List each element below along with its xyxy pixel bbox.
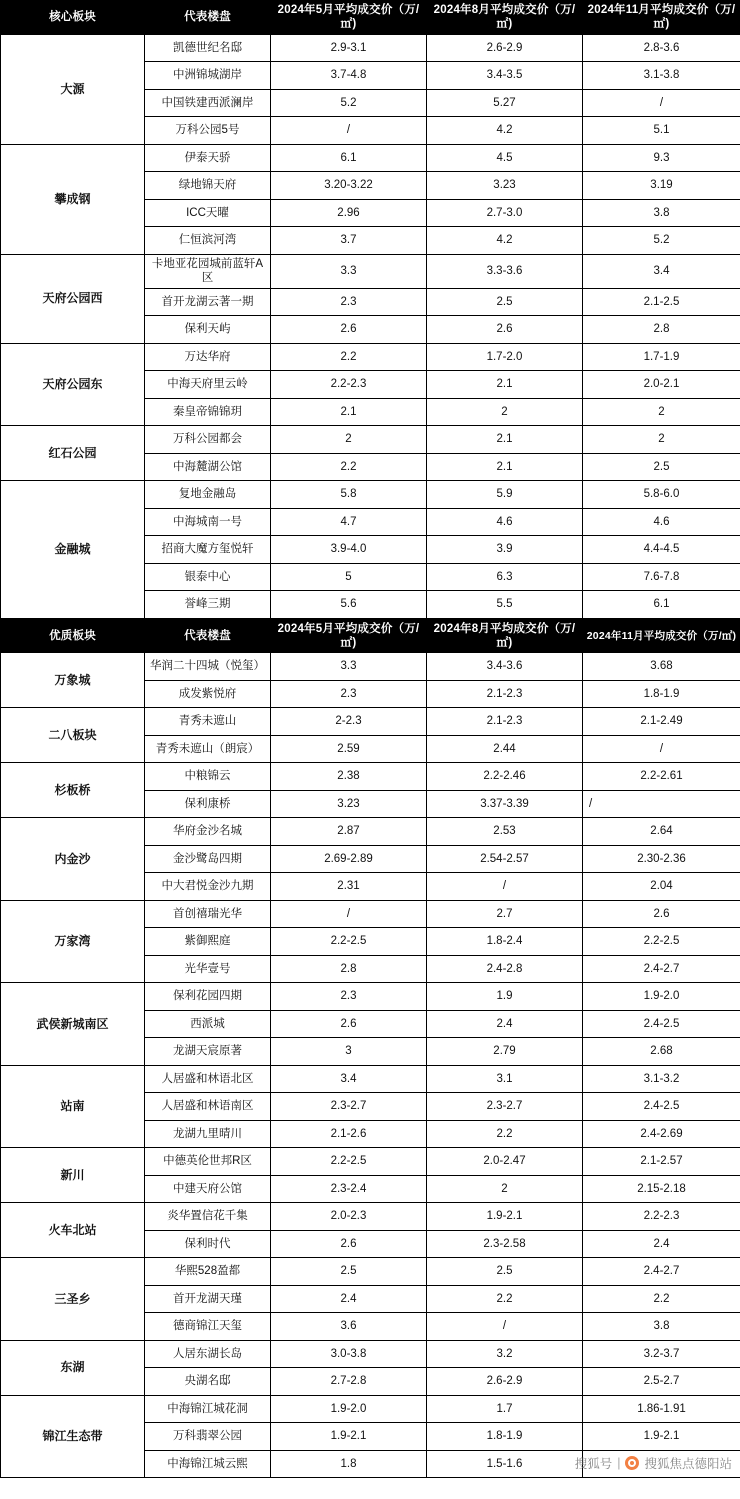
sector-cell: 三圣乡	[1, 1258, 145, 1341]
header-aug-price: 2024年8月平均成交价（万/㎡)	[427, 1, 583, 35]
aug-price-cell: 6.3	[427, 563, 583, 591]
nov-price-cell: 2.2-2.5	[583, 928, 740, 956]
table-row	[1, 1148, 740, 1176]
table-row	[1, 481, 740, 509]
project-cell: 中粮锦云	[145, 763, 271, 791]
project-cell: 中国铁建西派澜岸	[145, 89, 271, 117]
sohu-logo-icon	[625, 1456, 639, 1470]
project-cell: 中海锦江城花洞	[145, 1395, 271, 1423]
project-cell: 金沙鹭岛四期	[145, 845, 271, 873]
table-row	[1, 763, 740, 791]
project-cell: 招商大魔方玺悦轩	[145, 536, 271, 564]
table-row	[1, 254, 740, 288]
nov-price-cell: 2.2	[583, 1285, 740, 1313]
may-price-cell: 3.7-4.8	[271, 62, 427, 90]
may-price-cell: 2.7-2.8	[271, 1368, 427, 1396]
watermark	[575, 1454, 732, 1472]
may-price-cell: 5.2	[271, 89, 427, 117]
table-row	[1, 1395, 740, 1423]
nov-price-cell: 3.68	[583, 653, 740, 681]
nov-price-cell: 5.8-6.0	[583, 481, 740, 509]
table-row	[1, 144, 740, 172]
may-price-cell: 2.4	[271, 1285, 427, 1313]
quality-sectors-table	[0, 619, 740, 1479]
aug-price-cell: 5.27	[427, 89, 583, 117]
project-cell: 中海城南一号	[145, 508, 271, 536]
header-may-price: 2024年5月平均成交价（万/㎡)	[271, 1, 427, 35]
project-cell: 中建天府公馆	[145, 1175, 271, 1203]
project-cell: 仁恒滨河湾	[145, 227, 271, 255]
project-cell: 保利时代	[145, 1230, 271, 1258]
aug-price-cell: 2.44	[427, 735, 583, 763]
nov-price-cell: 2.4-2.5	[583, 1093, 740, 1121]
nov-price-cell: 2.4	[583, 1230, 740, 1258]
may-price-cell: 2.1	[271, 398, 427, 426]
may-price-cell: 5	[271, 563, 427, 591]
may-price-cell: 2.59	[271, 735, 427, 763]
project-cell: 绿地锦天府	[145, 172, 271, 200]
aug-price-cell: 2.1	[427, 453, 583, 481]
may-price-cell: 4.7	[271, 508, 427, 536]
may-price-cell: 2.9-3.1	[271, 34, 427, 62]
nov-price-cell: 7.6-7.8	[583, 563, 740, 591]
sector-cell: 站南	[1, 1065, 145, 1148]
nov-price-cell: 9.3	[583, 144, 740, 172]
sector-cell: 二八板块	[1, 708, 145, 763]
sector-cell: 武侯新城南区	[1, 983, 145, 1066]
nov-price-cell: 2.6	[583, 900, 740, 928]
nov-price-cell: 2.4-2.7	[583, 1258, 740, 1286]
aug-price-cell: 1.8-1.9	[427, 1423, 583, 1451]
nov-price-cell: 3.4	[583, 254, 740, 288]
aug-price-cell: 1.8-2.4	[427, 928, 583, 956]
aug-price-cell: 1.9	[427, 983, 583, 1011]
may-price-cell: 6.1	[271, 144, 427, 172]
project-cell: 中大君悦金沙九期	[145, 873, 271, 901]
may-price-cell: 2.3	[271, 680, 427, 708]
sector-cell: 大源	[1, 34, 145, 144]
nov-price-cell: 2.5	[583, 453, 740, 481]
may-price-cell: 2.2	[271, 453, 427, 481]
nov-price-cell: 6.1	[583, 591, 740, 619]
table-row	[1, 34, 740, 62]
aug-price-cell: /	[427, 1313, 583, 1341]
nov-price-cell: 1.86-1.91	[583, 1395, 740, 1423]
nov-price-cell: 2.04	[583, 873, 740, 901]
may-price-cell: 1.9-2.1	[271, 1423, 427, 1451]
may-price-cell: 2.3-2.4	[271, 1175, 427, 1203]
aug-price-cell: 1.7-2.0	[427, 343, 583, 371]
may-price-cell: 2.2-2.5	[271, 928, 427, 956]
watermark-separator: |	[617, 1456, 621, 1471]
nov-price-cell: 1.8-1.9	[583, 680, 740, 708]
may-price-cell: /	[271, 117, 427, 145]
may-price-cell: 3	[271, 1038, 427, 1066]
sector-cell: 天府公园东	[1, 343, 145, 426]
may-price-cell: 3.23	[271, 790, 427, 818]
may-price-cell: 3.3	[271, 653, 427, 681]
project-cell: 央湖名邸	[145, 1368, 271, 1396]
sector-cell: 火车北站	[1, 1203, 145, 1258]
project-cell: 中海麓湖公馆	[145, 453, 271, 481]
sector-cell: 天府公园西	[1, 254, 145, 343]
nov-price-cell: 2.0-2.1	[583, 371, 740, 399]
project-cell: 誉峰三期	[145, 591, 271, 619]
may-price-cell: 3.4	[271, 1065, 427, 1093]
project-cell: 中洲锦城湖岸	[145, 62, 271, 90]
project-cell: 青秀未遮山（朗宸）	[145, 735, 271, 763]
project-cell: 保利花园四期	[145, 983, 271, 1011]
may-price-cell: 2.8	[271, 955, 427, 983]
may-price-cell: 2.0-2.3	[271, 1203, 427, 1231]
may-price-cell: 3.0-3.8	[271, 1340, 427, 1368]
may-price-cell: 1.8	[271, 1450, 427, 1478]
project-cell: 凯德世纪名邸	[145, 34, 271, 62]
aug-price-cell: /	[427, 873, 583, 901]
sector-cell: 金融城	[1, 481, 145, 619]
project-cell: 首开龙湖天瑾	[145, 1285, 271, 1313]
aug-price-cell: 1.9-2.1	[427, 1203, 583, 1231]
aug-price-cell: 2.6	[427, 316, 583, 344]
nov-price-cell: 2.1-2.5	[583, 288, 740, 316]
aug-price-cell: 3.23	[427, 172, 583, 200]
sector-cell: 红石公园	[1, 426, 145, 481]
nov-price-cell: 2.1-2.57	[583, 1148, 740, 1176]
nov-price-cell: /	[583, 790, 740, 818]
project-cell: 卡地亚花园城前蓝轩A区	[145, 254, 271, 288]
project-cell: 华润二十四城（悦玺）	[145, 653, 271, 681]
nov-price-cell: 1.7-1.9	[583, 343, 740, 371]
nov-price-cell: 2.4-2.7	[583, 955, 740, 983]
may-price-cell: 2.87	[271, 818, 427, 846]
may-price-cell: 5.6	[271, 591, 427, 619]
sector-cell: 锦江生态带	[1, 1395, 145, 1478]
nov-price-cell: 5.2	[583, 227, 740, 255]
may-price-cell: 2.6	[271, 1230, 427, 1258]
aug-price-cell: 1.7	[427, 1395, 583, 1423]
table-row	[1, 343, 740, 371]
aug-price-cell: 3.4-3.5	[427, 62, 583, 90]
project-cell: 中德英伦世邦R区	[145, 1148, 271, 1176]
project-cell: 成发紫悦府	[145, 680, 271, 708]
core-sectors-header-row	[1, 1, 740, 35]
aug-price-cell: 2.7	[427, 900, 583, 928]
nov-price-cell: 5.1	[583, 117, 740, 145]
project-cell: 中海锦江城云熙	[145, 1450, 271, 1478]
nov-price-cell: 2.30-2.36	[583, 845, 740, 873]
sector-cell: 新川	[1, 1148, 145, 1203]
nov-price-cell: 2.64	[583, 818, 740, 846]
aug-price-cell: 3.3-3.6	[427, 254, 583, 288]
may-price-cell: 3.3	[271, 254, 427, 288]
aug-price-cell: 3.37-3.39	[427, 790, 583, 818]
table-row	[1, 818, 740, 846]
table-row	[1, 653, 740, 681]
aug-price-cell: 2.6-2.9	[427, 34, 583, 62]
project-cell: 人居东湖长岛	[145, 1340, 271, 1368]
aug-price-cell: 5.5	[427, 591, 583, 619]
nov-price-cell: 3.1-3.2	[583, 1065, 740, 1093]
may-price-cell: 2.31	[271, 873, 427, 901]
project-cell: 光华壹号	[145, 955, 271, 983]
aug-price-cell: 4.2	[427, 117, 583, 145]
nov-price-cell: 1.9-2.0	[583, 983, 740, 1011]
may-price-cell: 2.2	[271, 343, 427, 371]
may-price-cell: 2.3	[271, 983, 427, 1011]
header-may-price: 2024年5月平均成交价（万/㎡)	[271, 619, 427, 653]
nov-price-cell: 2.4-2.5	[583, 1010, 740, 1038]
header-sector: 优质板块	[1, 619, 145, 653]
sector-cell: 万象城	[1, 653, 145, 708]
nov-price-cell: 2.8-3.6	[583, 34, 740, 62]
nov-price-cell: 2.5-2.7	[583, 1368, 740, 1396]
aug-price-cell: 2.2	[427, 1285, 583, 1313]
table-row	[1, 426, 740, 454]
sector-cell: 杉板桥	[1, 763, 145, 818]
project-cell: 人居盛和林语南区	[145, 1093, 271, 1121]
nov-price-cell: 2	[583, 398, 740, 426]
quality-sectors-header-row	[1, 619, 740, 653]
aug-price-cell: 2.3-2.58	[427, 1230, 583, 1258]
project-cell: 德商锦江天玺	[145, 1313, 271, 1341]
project-cell: 龙湖天宸原著	[145, 1038, 271, 1066]
may-price-cell: 2.3-2.7	[271, 1093, 427, 1121]
sector-cell: 内金沙	[1, 818, 145, 901]
may-price-cell: 3.9-4.0	[271, 536, 427, 564]
nov-price-cell: 3.2-3.7	[583, 1340, 740, 1368]
project-cell: 炎华置信花千集	[145, 1203, 271, 1231]
project-cell: 伊泰天骄	[145, 144, 271, 172]
aug-price-cell: 5.9	[427, 481, 583, 509]
project-cell: ICC天曜	[145, 199, 271, 227]
aug-price-cell: 2	[427, 1175, 583, 1203]
aug-price-cell: 2.4-2.8	[427, 955, 583, 983]
project-cell: 万科翡翠公园	[145, 1423, 271, 1451]
nov-price-cell: 4.4-4.5	[583, 536, 740, 564]
nov-price-cell: 2.4-2.69	[583, 1120, 740, 1148]
project-cell: 华府金沙名城	[145, 818, 271, 846]
project-cell: 首开龙湖云著一期	[145, 288, 271, 316]
project-cell: 青秀未遮山	[145, 708, 271, 736]
nov-price-cell: 2.2-2.61	[583, 763, 740, 791]
may-price-cell: /	[271, 900, 427, 928]
aug-price-cell: 2.0-2.47	[427, 1148, 583, 1176]
project-cell: 万科公园都会	[145, 426, 271, 454]
nov-price-cell: 2.2-2.3	[583, 1203, 740, 1231]
aug-price-cell: 2.5	[427, 1258, 583, 1286]
nov-price-cell: 3.19	[583, 172, 740, 200]
nov-price-cell: /	[583, 89, 740, 117]
aug-price-cell: 2.4	[427, 1010, 583, 1038]
may-price-cell: 2.6	[271, 1010, 427, 1038]
aug-price-cell: 4.5	[427, 144, 583, 172]
may-price-cell: 5.8	[271, 481, 427, 509]
may-price-cell: 2	[271, 426, 427, 454]
sector-cell: 攀成钢	[1, 144, 145, 254]
project-cell: 龙湖九里晴川	[145, 1120, 271, 1148]
may-price-cell: 2.6	[271, 316, 427, 344]
may-price-cell: 3.6	[271, 1313, 427, 1341]
aug-price-cell: 2.7-3.0	[427, 199, 583, 227]
project-cell: 银泰中心	[145, 563, 271, 591]
may-price-cell: 2.2-2.3	[271, 371, 427, 399]
aug-price-cell: 3.2	[427, 1340, 583, 1368]
project-cell: 保利康桥	[145, 790, 271, 818]
may-price-cell: 3.20-3.22	[271, 172, 427, 200]
aug-price-cell: 2.6-2.9	[427, 1368, 583, 1396]
header-nov-price: 2024年11月平均成交价（万/㎡)	[583, 619, 740, 653]
aug-price-cell: 2.79	[427, 1038, 583, 1066]
header-sector: 核心板块	[1, 1, 145, 35]
aug-price-cell: 2.54-2.57	[427, 845, 583, 873]
aug-price-cell: 2.5	[427, 288, 583, 316]
may-price-cell: 2.38	[271, 763, 427, 791]
may-price-cell: 2.69-2.89	[271, 845, 427, 873]
project-cell: 中海天府里云岭	[145, 371, 271, 399]
header-project: 代表楼盘	[145, 1, 271, 35]
aug-price-cell: 2.53	[427, 818, 583, 846]
may-price-cell: 2-2.3	[271, 708, 427, 736]
table-row	[1, 1065, 740, 1093]
aug-price-cell: 3.9	[427, 536, 583, 564]
aug-price-cell: 2	[427, 398, 583, 426]
project-cell: 紫御熙庭	[145, 928, 271, 956]
aug-price-cell: 3.4-3.6	[427, 653, 583, 681]
table-row	[1, 708, 740, 736]
nov-price-cell: 2.8	[583, 316, 740, 344]
table-row	[1, 900, 740, 928]
aug-price-cell: 2.3-2.7	[427, 1093, 583, 1121]
project-cell: 华熙528盈都	[145, 1258, 271, 1286]
watermark-account: 搜狐焦点德阳站	[644, 1457, 732, 1472]
table-row	[1, 1258, 740, 1286]
aug-price-cell: 2.1-2.3	[427, 680, 583, 708]
nov-price-cell: 2.15-2.18	[583, 1175, 740, 1203]
may-price-cell: 2.3	[271, 288, 427, 316]
project-cell: 保利天屿	[145, 316, 271, 344]
aug-price-cell: 2.1	[427, 371, 583, 399]
nov-price-cell: 1.9-2.1	[583, 1423, 740, 1451]
nov-price-cell: 3.8	[583, 199, 740, 227]
table-row	[1, 983, 740, 1011]
sector-cell: 东湖	[1, 1340, 145, 1395]
aug-price-cell: 3.1	[427, 1065, 583, 1093]
sector-cell: 万家湾	[1, 900, 145, 983]
nov-price-cell: 2	[583, 426, 740, 454]
nov-price-cell: 2.68	[583, 1038, 740, 1066]
nov-price-cell: 3.8	[583, 1313, 740, 1341]
nov-price-cell: 2.1-2.49	[583, 708, 740, 736]
may-price-cell: 2.2-2.5	[271, 1148, 427, 1176]
aug-price-cell: 4.2	[427, 227, 583, 255]
nov-price-cell: /	[583, 735, 740, 763]
header-project: 代表楼盘	[145, 619, 271, 653]
nov-price-cell: 4.6	[583, 508, 740, 536]
aug-price-cell: 4.6	[427, 508, 583, 536]
may-price-cell: 3.7	[271, 227, 427, 255]
header-aug-price: 2024年8月平均成交价（万/㎡)	[427, 619, 583, 653]
table-row	[1, 1340, 740, 1368]
aug-price-cell: 1.5-1.6	[427, 1450, 583, 1478]
may-price-cell: 2.5	[271, 1258, 427, 1286]
nov-price-cell: 3.1-3.8	[583, 62, 740, 90]
project-cell: 复地金融岛	[145, 481, 271, 509]
aug-price-cell: 2.2	[427, 1120, 583, 1148]
aug-price-cell: 2.2-2.46	[427, 763, 583, 791]
project-cell: 首创禧瑞光华	[145, 900, 271, 928]
may-price-cell: 1.9-2.0	[271, 1395, 427, 1423]
core-sectors-table	[0, 0, 740, 619]
may-price-cell: 2.1-2.6	[271, 1120, 427, 1148]
project-cell: 西派城	[145, 1010, 271, 1038]
table-row	[1, 1203, 740, 1231]
project-cell: 人居盛和林语北区	[145, 1065, 271, 1093]
header-nov-price: 2024年11月平均成交价（万/㎡)	[583, 1, 740, 35]
may-price-cell: 2.96	[271, 199, 427, 227]
project-cell: 秦皇帝锦锦玥	[145, 398, 271, 426]
aug-price-cell: 2.1-2.3	[427, 708, 583, 736]
watermark-source: 搜狐号	[574, 1457, 613, 1472]
project-cell: 万科公园5号	[145, 117, 271, 145]
aug-price-cell: 2.1	[427, 426, 583, 454]
project-cell: 万达华府	[145, 343, 271, 371]
